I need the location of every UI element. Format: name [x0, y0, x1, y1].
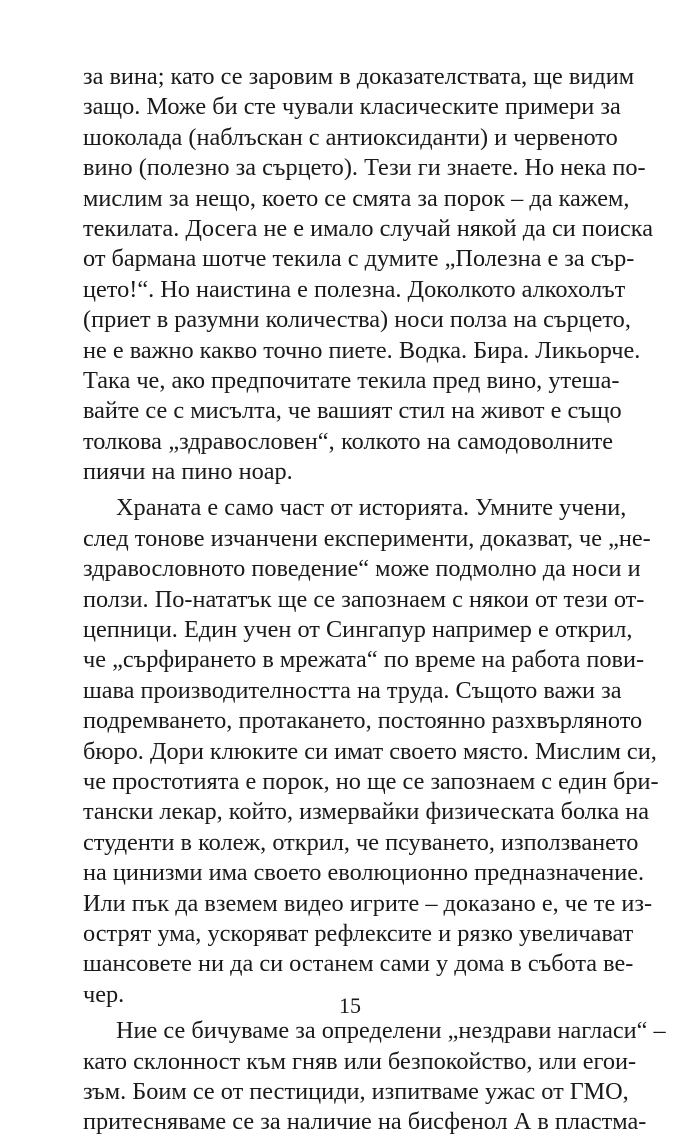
text-line: шансовете ни да си останем сами у дома в събота ве- — [83, 950, 634, 978]
text-line: от бармана шотче текила с думите „Полезна е за сър- — [83, 245, 635, 273]
paragraph — [83, 493, 659, 1010]
text-line: цепници. Един учен от Сингапур например е открил, — [83, 616, 633, 644]
text-line: за вина; като се заровим в доказателствата, ще видим — [83, 63, 635, 90]
text-line: вино (полезно за сърцето). Тези ги знаете. Но нека по- — [83, 154, 646, 182]
text-line: че простотията е порок, но ще се запознаем с един бри- — [83, 767, 659, 795]
text-line: Така че, ако предпочитате текила пред вино, утеша- — [83, 366, 620, 394]
text-line: на цинизми има своето еволюционно предназначение. — [83, 859, 645, 887]
text-line: чер. — [83, 980, 125, 1008]
text-line: вайте се с мисълта, че вашият стил на живот е също — [83, 397, 622, 425]
text-line: мислим за нещо, което се смята за порок – да кажем, — [83, 184, 630, 212]
text-line: бюро. Дори клюките си имат своето място. Мислим си, — [83, 737, 657, 765]
text-line: като склонност към гняв или безпокойство, или егои- — [83, 1047, 637, 1075]
text-line: (приет в разумни количества) носи полза на сърцето, — [83, 306, 631, 334]
text-line: притесняваме се за наличие на бисфенол А в пластма- — [83, 1108, 647, 1136]
text-line: след тонове изчанчени експерименти, доказват, че „не- — [83, 524, 651, 552]
text-line: шоколада (наблъскан с антиоксиданти) и червеното — [83, 123, 618, 151]
text-line: зъм. Боим се от пестициди, изпитваме ужас от ГМО, — [83, 1077, 629, 1105]
text-line: Ние се бичуваме за определени „нездрави нагласи“ – — [116, 1017, 666, 1045]
text-line: толкова „здравословен“, колкото на самодоволните — [83, 427, 613, 455]
text-line: цето!“. Но наистина е полезна. Доколкото алкохолът — [83, 275, 626, 303]
text-line: защо. Може би сте чували класическите примери за — [83, 93, 621, 121]
text-line: Или пък да вземем видео игрите – доказано е, че те из- — [83, 889, 653, 917]
text-line: острят ума, ускоряват рефлексите и рязко увеличават — [83, 919, 634, 947]
text-line: тански лекар, който, измервайки физическата болка на — [83, 798, 649, 826]
text-line: пиячи на пино ноар. — [83, 458, 293, 486]
page-number: 15 — [339, 993, 361, 1018]
text-line: не е важно какво точно пиете. Водка. Бира. Ликьорче. — [83, 336, 641, 364]
page-body — [83, 62, 666, 1138]
text-line: Храната е само част от историята. Умните учени, — [116, 494, 627, 522]
text-line: текилата. Досега не е имало случай някой да си поиска — [83, 214, 653, 242]
text-line: подремването, протакането, постоянно разхвърляното — [83, 707, 643, 735]
paragraph — [83, 62, 653, 487]
text-line: здравословното поведение“ може подмолно да носи и — [83, 555, 641, 583]
text-line: студенти в колеж, открил, че псуването, използването — [83, 828, 639, 856]
text-line: шава производителността на труда. Същото важи за — [83, 676, 622, 704]
text-line: ползи. По-нататък ще се запознаем с някои от тези от- — [83, 585, 645, 613]
text-line: че „сърфирането в мрежата“ по време на работа пови- — [83, 646, 645, 674]
